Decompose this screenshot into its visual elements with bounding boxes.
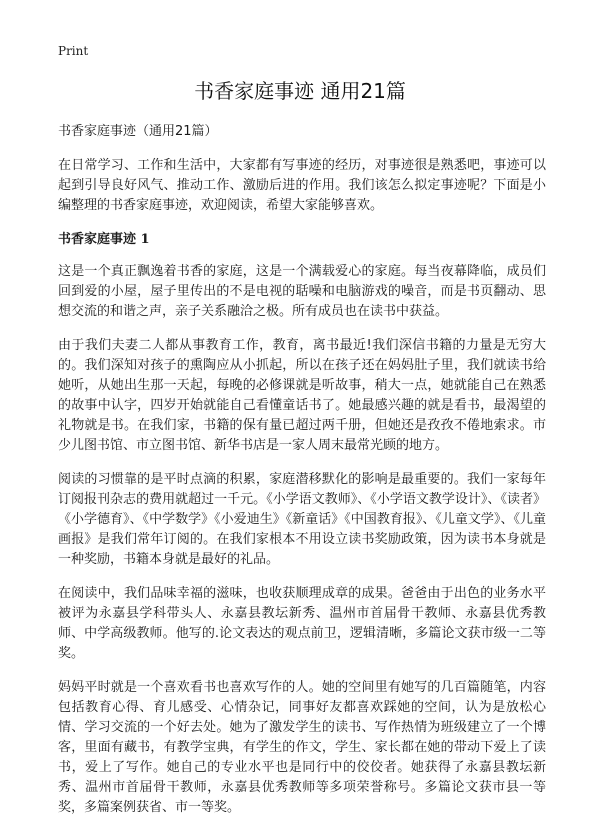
body-paragraph: 这是一个真正飘逸着书香的家庭，这是一个满载爱心的家庭。每当夜幕降临，成员们回到爱的小屋，屋子里传出的不是电视的聒噪和电脑游戏的噪音，而是书页翻动、思想交流的和谐之声，亲子关系融洽之极。所有成员也在读书中获益。 [58,264,546,319]
body-paragraph: 在阅读中，我们品味幸福的滋味，也收获顺理成章的成果。爸爸由于出色的业务水平被评为永嘉县学科带头人、永嘉县教坛新秀、温州市首届骨干教师、永嘉县优秀教师、中学高级教师。他写的.论文表达的观点前卫，逻辑清晰，多篇论文获市级一二等奖。 [58,586,546,661]
body-paragraph: 由于我们夫妻二人都从事教育工作，教育，离书最近!我们深信书籍的力量是无穷大的。我们深知对孩子的熏陶应从小抓起，所以在孩子还在妈妈肚子里，我们就读书给她听，从她出生那一天起，每晚的必修课就是听故事，稍大一点，她就能自己在熟悉的故事中认字，四岁开始就能自己看懂童话书了。她最感兴趣的就是看书，最渴望的礼物就是书。在我们家，书籍的保有量已超过两千册，但她还是孜孜不倦地索求。市少儿图书馆、市立图书馆、新华书店是一家人周末最常光顾的地方。 [58,338,546,453]
body-paragraph: 阅读的习惯靠的是平时点滴的积累，家庭潜移默化的影响是最重要的。我们一家每年订阅报刊杂志的费用就超过一千元。《小学语文教师》、《小学语文教学设计》、《读者》《小学德育》、《中学数学》《小爱迪生》《新童话》《中国教育报》、《儿童文学》、《儿童画报》是我们常年订阅的。在我们家根本不用设立读书奖励政策，因为读书本身就是一种奖励，书籍本身就是最好的礼品。 [58,472,546,567]
print-link[interactable]: Print [58,44,89,58]
intro-paragraph: 在日常学习、工作和生活中，大家都有写事迹的经历，对事迹很是熟悉吧，事迹可以起到引导良好风气、推动工作、激励后进的作用。我们该怎么拟定事迹呢？下面是小编整理的书香家庭事迹，欢迎阅读，希望大家能够喜欢。 [58,158,546,213]
body-paragraph: 妈妈平时就是一个喜欢看书也喜欢写作的人。她的空间里有她写的几百篇随笔，内容包括教育心得、育儿感受、心情杂记，同事好友都喜欢踩她的空间，认为是放松心情、学习交流的一个好去处。她为了激发学生的读书、写作热情为班级建立了一个博客，里面有藏书，有教学宝典，有学生的作文，学生、家长都在她的带动下爱上了读书，爱上了写作。她自己的专业水平也是同行中的佼佼者。她获得了永嘉县教坛新秀、温州市首届骨干教师，永嘉县优秀教师等多项荣誉称号。多篇论文获市县一等奖，多篇案例获省、市一等奖。 [58,680,546,815]
article-body [58,122,546,832]
section-heading: 书香家庭事迹 1 [58,232,150,247]
article-subtitle: 书香家庭事迹（通用21篇） [58,124,218,139]
page-title: 书香家庭事迹 通用21篇 [194,79,406,103]
